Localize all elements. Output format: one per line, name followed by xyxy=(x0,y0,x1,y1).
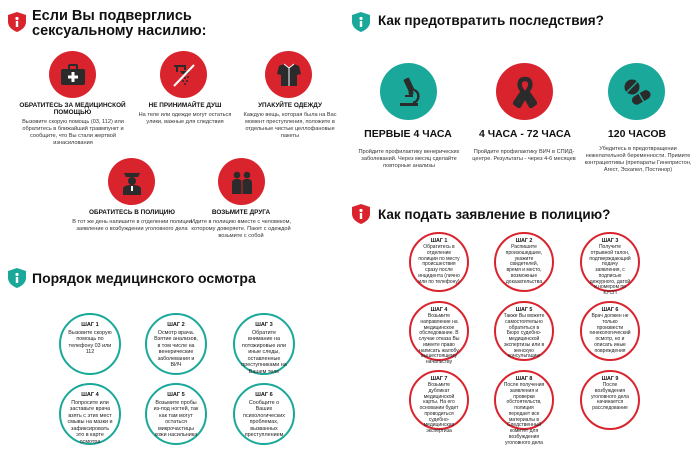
item-text: В тот же день напишите в отделении полиции заявление о возбуждении уголовного дела xyxy=(72,219,192,232)
exam-step: ШАГ 6 Сообщите о Ваших психологических проблемах, вызванных преступлением xyxy=(233,383,295,445)
exam-step: ШАГ 2 Осмотр врача. Взятие анализов, в том числе на венерические заболевания и ВИЧ xyxy=(145,313,207,375)
prevent-text: Пройдите профилактику венерических заболеваний. Через месяц сделайте повторные анализы xyxy=(358,149,460,169)
aids-ribbon-icon xyxy=(496,63,553,120)
shield-icon xyxy=(352,12,370,32)
item-label: ВОЗЬМИТЕ ДРУГА xyxy=(211,209,271,216)
first-aid-kit-icon xyxy=(49,51,96,98)
prevent-title: ПЕРВЫЕ 4 ЧАСА xyxy=(364,128,452,140)
exam-step: ШАГ 3 Обратите внимание на потожировые или иные следы, оставленные преступниками на Вашем теле xyxy=(233,313,295,375)
pills-icon xyxy=(608,63,665,120)
item-label: ОБРАТИТЕСЬ ЗА МЕДИЦИНСКОЙ ПОМОЩЬЮ xyxy=(19,102,126,117)
police-step: ШАГ 8 После получения заявления и проверки обстоятельств, полиция передает все материалы в Следственный комитет для возбуждения уголовного дела xyxy=(494,370,554,430)
item-text: На теле или одежде могут остаться улики, важные для следствия xyxy=(138,112,232,125)
police-step: ШАГ 9 После возбуждения уголовного дела начинается расследование xyxy=(580,370,640,430)
item-label: НЕ ПРИНИМАЙТЕ ДУШ xyxy=(148,102,222,109)
exam-step: ШАГ 4 Попросите или заставьте врача взять с этих мест смывы на мазки и зафиксировать это в карте осмотра xyxy=(59,383,121,445)
shield-icon xyxy=(8,268,26,288)
item-label: УПАКУЙТЕ ОДЕЖДУ xyxy=(258,102,322,109)
exam-step: ШАГ 1 Вызовите скорую помощь по телефону 03 или 112 xyxy=(59,313,121,375)
section1-title: Если Вы подверглись сексуальному насилию: xyxy=(32,8,207,40)
shirt-icon xyxy=(265,51,312,98)
no-shower-icon xyxy=(160,51,207,98)
police-step: ШАГ 2 Распишите произошедшее, укажите свидетелей, время и место, возможные доказательства xyxy=(494,232,554,292)
police-step: ШАГ 4 Возьмите направление на медицинское обследование. В случае отказа Вы имеете право написать жалобу вышестоящему начальству xyxy=(409,301,469,361)
police-step: ШАГ 7 Возьмите дубликат медицинской карты. На его основании будет проводиться судебно-медицинская экспертиза xyxy=(409,370,469,430)
microscope-icon xyxy=(380,63,437,120)
item-label: ОБРАТИТЕСЬ В ПОЛИЦИЮ xyxy=(89,209,175,216)
item-text: Идите в полицию вместе с человеком, которому доверяете. Пакет с одеждой возьмите с собой xyxy=(190,219,292,239)
section3-title: Порядок медицинского осмотра xyxy=(32,270,256,286)
police-step: ШАГ 6 Врач должен не только произвести гинекологический осмотр, но и описать иные повреждения xyxy=(580,301,640,361)
section4-title: Как подать заявление в полицию? xyxy=(378,207,611,222)
prevent-title: 4 ЧАСА - 72 ЧАСА xyxy=(479,128,571,140)
police-step: ШАГ 3 Получите отрывной талон, подтверждающий подачу заявления, с подписью дежурного, датой и номером по КУСП xyxy=(580,232,640,292)
prevent-text: Убедитесь в предотвращении нежелательной беременности. Примите контрацептивы (препараты Гинепристон, Агест, Эскапел, Постинор) xyxy=(584,146,692,173)
prevent-title: 120 ЧАСОВ xyxy=(607,128,667,140)
section2-title: Как предотвратить последствия? xyxy=(378,13,604,28)
item-text: Каждую вещь, которая была на Вас момент преступления, положите в отдельные чистые целлофановые пакеты xyxy=(243,112,337,139)
friends-icon xyxy=(218,158,265,205)
shield-icon xyxy=(8,12,26,32)
police-step: ШАГ 5 Также Вы можете самостоятельно обратиться в Бюро судебно-медицинской экспертизы или в женскую консультацию xyxy=(494,301,554,361)
exam-step: ШАГ 5 Возьмите пробы из-под ногтей, так как там могут остаться микрочастицы кожи насильника xyxy=(145,383,207,445)
police-step: ШАГ 1 Обратитесь в отделение полиции по месту происшествия сразу после инцидента (лично или по телефону) xyxy=(409,232,469,292)
prevent-text: Пройдите профилактику ВИЧ в СПИД-центре. Результаты - через 4-6 месяцев xyxy=(472,149,576,162)
police-officer-icon xyxy=(108,158,155,205)
item-text: Вызовите скорую помощь (03, 112) или обратитесь в ближайший травмпункт и сообщите, что Вы стали жертвой изнасилования xyxy=(22,119,124,146)
shield-icon xyxy=(352,204,370,224)
